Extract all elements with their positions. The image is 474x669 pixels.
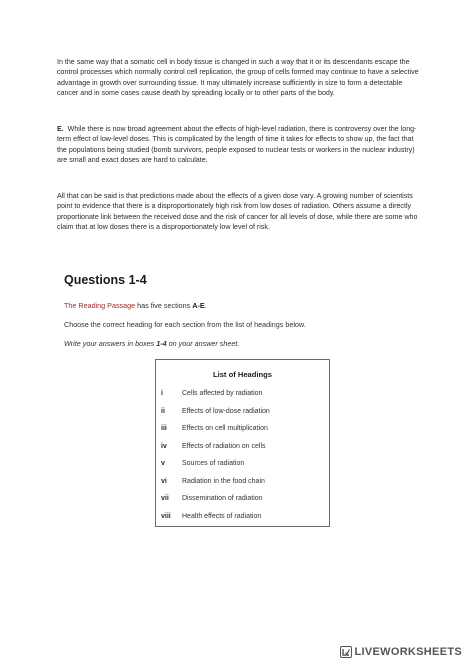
instruction-line-1-end: .	[204, 301, 207, 310]
list-of-headings-title: List of Headings	[212, 370, 273, 379]
heading-text: Cells affected by radiation	[182, 390, 263, 397]
questions-title: Questions 1-4	[64, 273, 147, 287]
instruction-line-1	[64, 301, 207, 310]
instruction-line-2: Choose the correct heading for each section from the list of headings below.	[64, 320, 306, 329]
heading-text: Effects of radiation on cells	[182, 442, 266, 450]
passage-paragraph-e-text: While there is now broad agreement about the effects of high-level radiation, there is controversy over the long-term effect of low-level doses. This is complicated by the length of time it takes for effects to show up, the fact that the populations being studied (bomb survivors, people exposed to nuclear tests or workers in the nuclear industry) are small and exact doses are hard to calculate.	[57, 125, 417, 165]
passage-paragraph-1: In the same way that a somatic cell in body tissue is changed in such a way that it or its descendants escape the control processes which normally control cell replication, the group of cells formed may continue to have a selective advantage in growth over surrounding tissue. It may ultimately increase sufficiently in size to form a detectable cancer and in some cases cause death by spreading locally or to other parts of the body.	[57, 58, 419, 98]
heading-number: v	[161, 460, 165, 467]
liveworksheets-logo	[340, 645, 463, 659]
answer-boxes-range: 1-4	[156, 339, 167, 348]
liveworksheets-logo-text: LIVEWORKSHEETS	[354, 646, 462, 658]
instruction-line-3-start: Write your answers in boxes	[64, 339, 157, 348]
heading-text: Sources of radiation	[182, 460, 245, 467]
heading-number: viii	[161, 512, 171, 520]
reading-passage-ref: The Reading Passage	[64, 301, 136, 310]
heading-text: Effects of low-dose radiation	[182, 407, 270, 415]
heading-number: ii	[161, 407, 165, 415]
instruction-line-3-end: on your answer sheet.	[166, 339, 240, 348]
heading-text: Radiation in the food chain	[182, 477, 265, 485]
passage-paragraph-3: All that can be said is that predictions made about the effects of a given dose vary. A growing number of scientists point to evidence that there is a disproportionately high risk from low doses of radiation. Others assume a directly proportionate link between the received dose and the risk of cancer for all levels of dose, while there are some who claim that at low doses there is a disproportionately low level of risk.	[57, 192, 418, 232]
liveworksheets-logo-icon	[340, 646, 352, 658]
heading-number: vii	[161, 495, 169, 502]
heading-text: Effects on cell multiplication	[182, 425, 268, 432]
list-of-headings-box	[155, 359, 330, 527]
heading-number: i	[161, 390, 163, 397]
passage-paragraph-e	[57, 124, 421, 166]
sections-range: A-E	[192, 301, 205, 310]
instruction-line-1-mid: has five sections	[135, 301, 193, 310]
instruction-line-3	[64, 339, 239, 348]
heading-number: iii	[161, 425, 167, 432]
heading-text: Dissemination of radiation	[182, 495, 263, 502]
heading-number: iv	[161, 442, 167, 450]
heading-number: vi	[161, 477, 167, 485]
heading-text: Health effects of radiation	[182, 512, 262, 520]
section-label-e: E.	[57, 125, 64, 133]
